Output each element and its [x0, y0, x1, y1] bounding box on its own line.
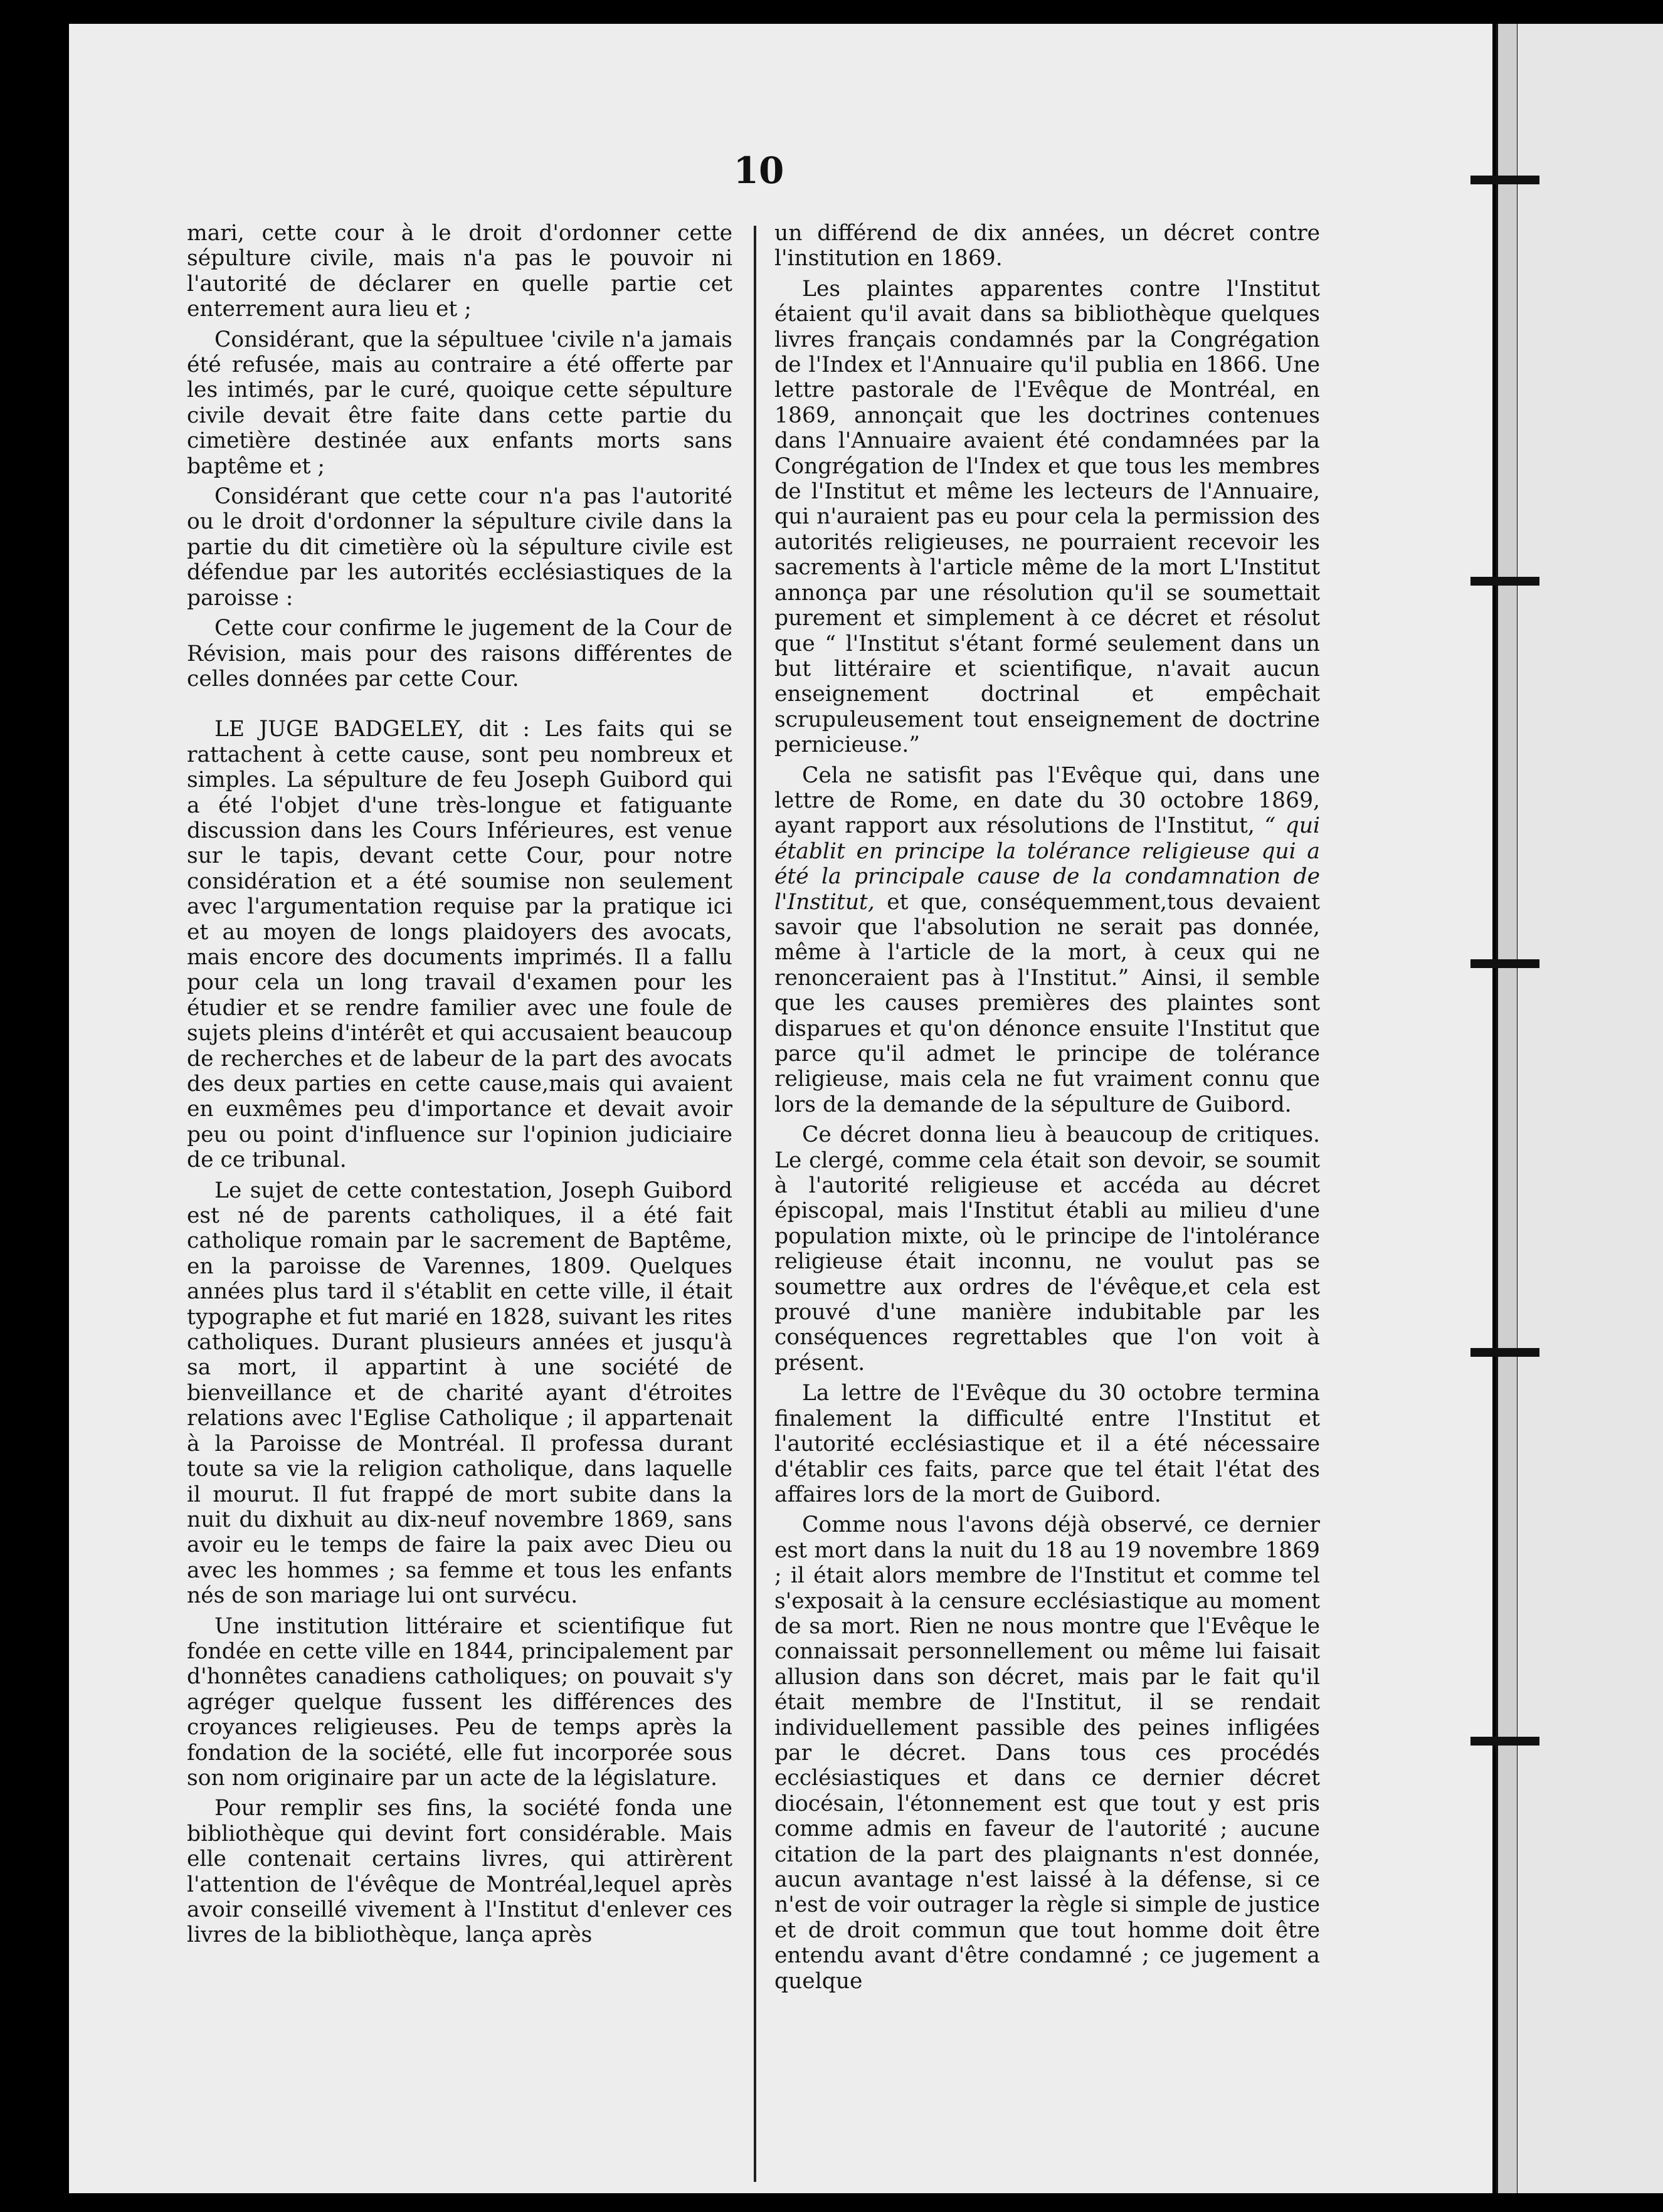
text-run: et que, conséquemment,tous devaient savoir que l'absolution ne serait pas donnée, même à l'article de la mort, à ceux qui ne renonceraient pas à l'Institut.” Ainsi, il semble que les causes premières des plaintes sont disparues et qu'on dénonce ensuite l'Institut que parce qu'il admet le principe de tolérance religieuse, mais cela ne fut vraiment connu que lors de la demande de la sépulture de Guibord. [774, 889, 1320, 1117]
page-number: 10 [733, 149, 784, 192]
paragraph: Considérant que cette cour n'a pas l'autorité ou le droit d'ordonner la sépulture civile dans la partie du dit cimetière où la sépulture civile est défendue par les autorités ecclésiastiques de la paroisse : [187, 484, 732, 611]
facing-page [1518, 24, 1663, 2193]
page-fold [1496, 24, 1517, 2193]
binding-stitch [1470, 959, 1539, 968]
paragraph: Une institution littéraire et scientifique fut fondée en cette ville en 1844, principalement par d'honnêtes canadiens catholiques; on pouvait s'y agréger quelque fussent les différences des croyances religieuses. Peu de temps après la fondation de la société, elle fut incorporée sous son nom originaire par un acte de la législature. [187, 1613, 732, 1791]
paragraph: Cette cour confirme le jugement de la Cour de Révision, mais pour des raisons différentes de celles données par cette Cour. [187, 616, 732, 692]
right-column [774, 221, 1320, 1999]
paragraph [774, 763, 1320, 1118]
left-column [187, 221, 732, 1953]
paragraph: Les plaintes apparentes contre l'Institut étaient qu'il avait dans sa bibliothèque quelques livres français condamnés par la Congrégation de l'Index et l'Annuaire qu'il publia en 1866. Une lettre pastorale de l'Evêque de Montréal, en 1869, annonçait que les doctrines contenues dans l'Annuaire avaient été condamnées par la Congrégation de l'Index et que tous les membres de l'Institut et même les lecteurs de l'Annuaire, qui n'auraient pas eu pour cela la permission des autorités religieuses, ne pourraient recevoir les sacrements à l'article même de la mort L'Institut annonça par une résolution qu'il se soumettait purement et simplement à ce décret et résolut que “ l'Institut s'étant formé seulement dans un but littéraire et scientifique, n'avait aucun enseignement doctrinal et empêchait scrupuleusement tout enseignement de doctrine pernicieuse.” [774, 276, 1320, 758]
quotation: “ qui établit en principe la tolérance religieuse qui a été la principale cause de la condamnation de l'Institut, [774, 813, 1320, 915]
paragraph: Le sujet de cette contestation, Joseph Guibord est né de parents catholiques, il a été fait catholique romain par le sacrement de Baptême, en la paroisse de Varennes, 1809. Quelques années plus tard il s'établit en cette ville, il était typographe et fut marié en 1828, suivant les rites catholiques. Durant plusieurs années et jusqu'à sa mort, il appartint à une société de bienveillance et de charité ayant d'étroites relations avec l'Eglise Catholique ; il appartenait à la Paroisse de Montréal. Il professa durant toute sa vie la religion catholique, dans laquelle il mourut. Il fut frappé de mort subite dans la nuit du dixhuit au dix-neuf novembre 1869, sans avoir eu le temps de faire la paix avec Dieu ou avec les hommes ; sa femme et tous les enfants nés de son mariage lui ont survécu. [187, 1177, 732, 1609]
paragraph: Considérant, que la sépultuee 'civile n'a jamais été refusée, mais au contraire a été offerte par les intimés, par le curé, quoique cette sépulture civile devait être faite dans cette partie du cimetière destinée aux enfants morts sans baptême et ; [187, 327, 732, 479]
paragraph: LE JUGE BADGELEY, dit : Les faits qui se rattachent à cette cause, sont peu nombreux et simples. La sépulture de feu Joseph Guibord qui a été l'objet d'une très-longue et fatiguante discussion dans les Cours Inférieures, est venue sur le tapis, devant cette Cour, pour notre considération et a été soumise non seulement avec l'argumentation requise par la pratique ici et au moyen de longs plaidoyers des avocats, mais encore des documents imprimés. Il a fallu pour cela un long travail d'examen pour les étudier et se rendre familier avec une foule de sujets pleins d'intérêt et qui accusaient beaucoup de recherches et de labeur de la part des avocats des deux parties en cette cause,mais qui avaient en euxmêmes peu d'importance et devait avoir peu ou point d'influence sur l'opinion judiciaire de ce tribunal. [187, 717, 732, 1173]
paragraph: Ce décret donna lieu à beaucoup de critiques. Le clergé, comme cela était son devoir, se soumit à l'autorité religieuse et accéda au décret épiscopal, mais l'Institut établi au milieu d'une population mixte, où le principe de l'intolérance religieuse était inconnu, ne voulut pas se soumettre aux ordres de l'évêque,et cela est prouvé d'une manière indubitable par les conséquences regrettables que l'on voit à présent. [774, 1122, 1320, 1376]
binding-stitch [1470, 1348, 1539, 1357]
paragraph: un différend de dix années, un décret contre l'institution en 1869. [774, 221, 1320, 271]
paragraph: Comme nous l'avons déjà observé, ce dernier est mort dans la nuit du 18 au 19 novembre 1869 ; il était alors membre de l'Institut et comme tel s'exposait à la censure ecclésiastique au moment de sa mort. Rien ne nous montre que l'Evêque le connaissait personnellement ou même lui faisait allusion dans son décret, mais par le fait qu'il était membre de l'Institut, il se rendait individuellement passible des peines infligées par le décret. Dans tous ces procédés ecclésiastiques et dans ce dernier décret diocésain, l'étonnement est que tout y est pris comme admis en faveur de l'autorité ; aucune citation de la part des plaignants n'est donnée, aucun avantage n'est laissé à la défense, si ce n'est de voir outrager la règle si simple de justice et de droit commun que tout homme doit être entendu avant d'être condamné ; ce jugement a quelque [774, 1512, 1320, 1994]
text-run: Cela ne satisfit pas l'Evêque qui, dans une lettre de Rome, en date du 30 octobre 1869, ayant rapport aux résolutions de l'Institut, [774, 762, 1320, 839]
binding-stitch [1470, 176, 1539, 184]
paragraph: mari, cette cour à le droit d'ordonner cette sépulture civile, mais n'a pas le pouvoir ni l'autorité de déclarer en quelle partie cet enterrement aura lieu et ; [187, 221, 732, 322]
paragraph: La lettre de l'Evêque du 30 octobre termina finalement la difficulté entre l'Institut et l'autorité ecclésiastique et il a été nécessaire d'établir ces faits, parce que tel était l'état des affaires lors de la mort de Guibord. [774, 1381, 1320, 1507]
binding-stitch [1470, 1737, 1539, 1746]
column-rule [754, 226, 756, 2182]
binding-stitch [1470, 577, 1539, 586]
paragraph: Pour remplir ses fins, la société fonda une bibliothèque qui devint fort considérable. Mais elle contenait certains livres, qui attirèrent l'attention de l'évêque de Montréal,lequel après avoir conseillé vivement à l'Institut d'enlever ces livres de la bibliothèque, lança après [187, 1796, 732, 1948]
